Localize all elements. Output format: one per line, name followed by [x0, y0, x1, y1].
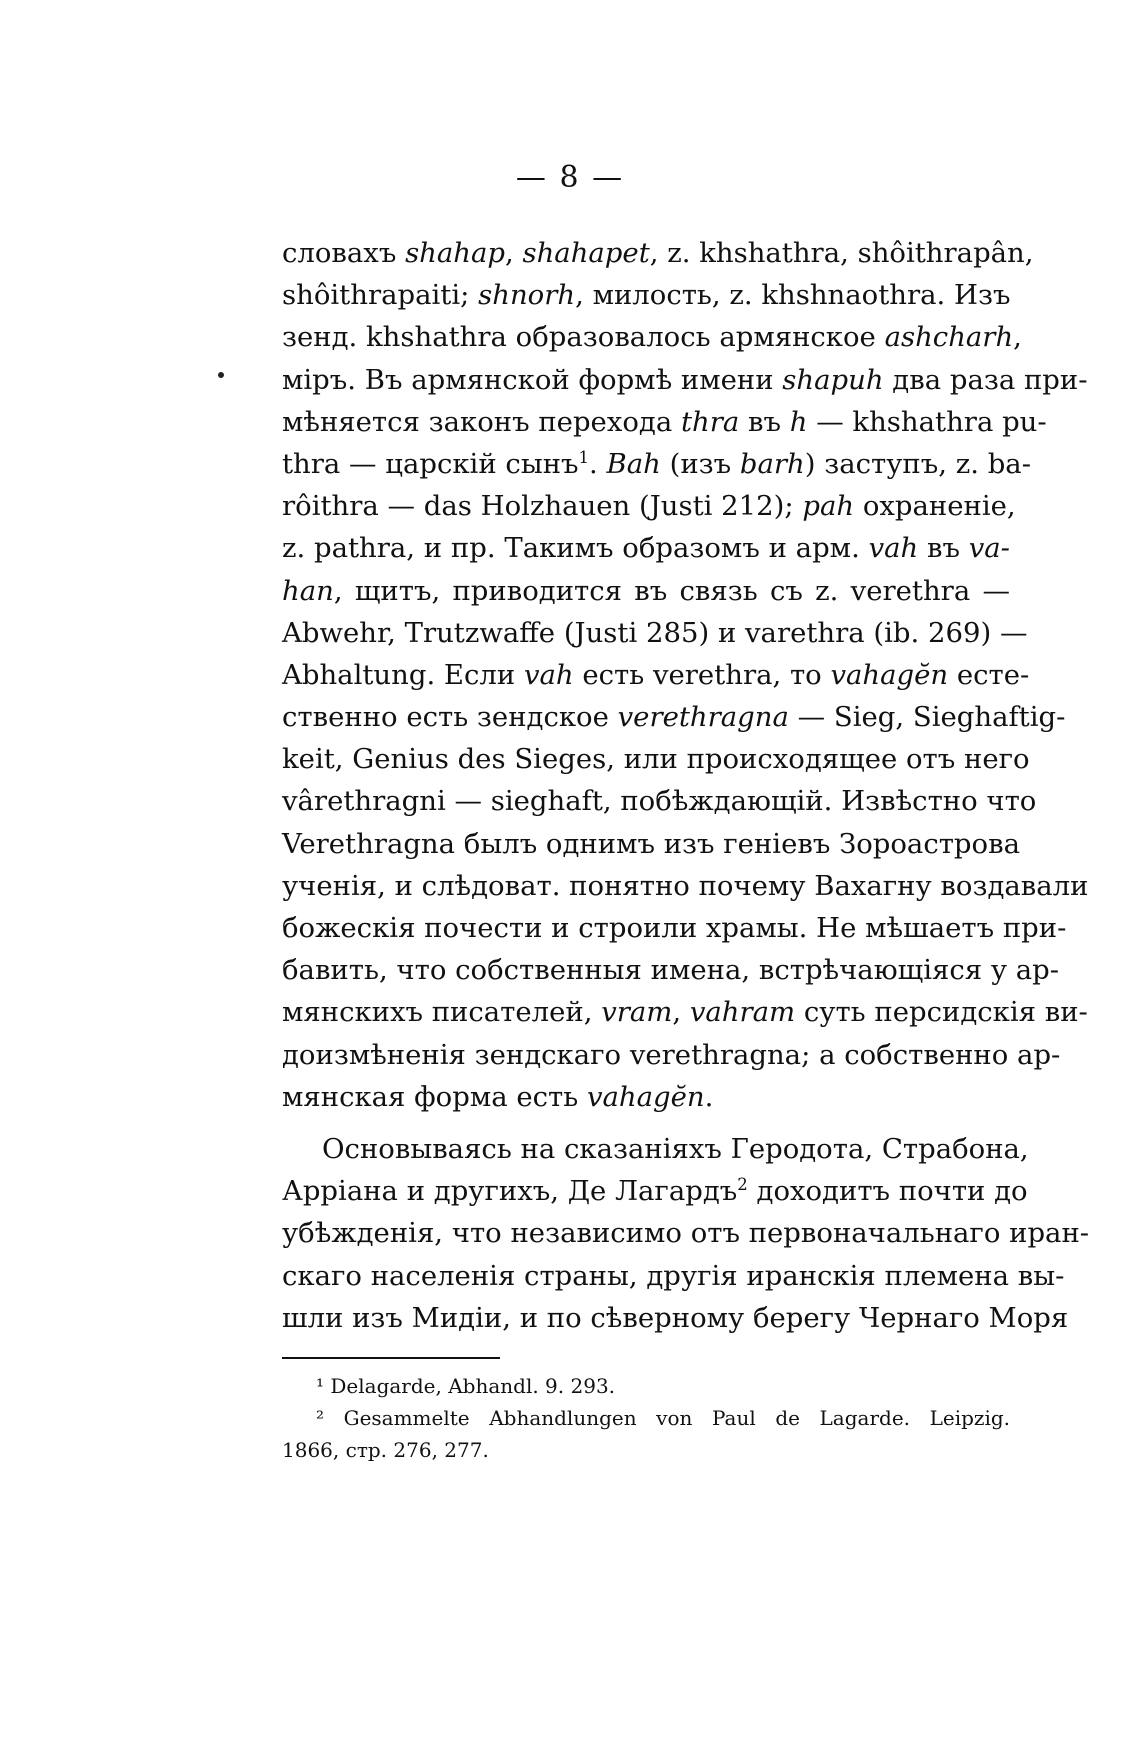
text-run: — Sieg, Sieghaftig- — [788, 701, 1066, 734]
text-line — [282, 654, 1030, 696]
text-run: суть персидскія ви- — [795, 996, 1088, 1029]
text-run: мѣняется законъ перехода — [282, 405, 681, 438]
text-run: vahram — [689, 996, 796, 1029]
text-run: мянская форма есть — [282, 1080, 587, 1113]
text-run: h — [789, 405, 808, 438]
paragraph-gap — [282, 1118, 1010, 1128]
footnotes — [282, 1370, 1010, 1466]
text-run: thra — царскій сынъ — [282, 447, 579, 480]
text-run: бавить, что собственныя имена, встрѣчающіяся у ар- — [282, 954, 1060, 987]
text-line — [282, 485, 1016, 527]
text-run: vah — [523, 658, 574, 691]
text-line — [282, 823, 1020, 865]
text-run: , z. khshathra, shôithrapân, — [649, 237, 1034, 269]
text-run: rôithra — das Holzhauen (Justi 212); — [282, 490, 803, 523]
text-line — [282, 1255, 1065, 1297]
text-run: Bah — [606, 447, 661, 480]
text-run: охраненіе, — [854, 490, 1016, 523]
text-line — [282, 1034, 1061, 1076]
text-run: въ — [918, 532, 969, 565]
text-line — [282, 401, 1047, 443]
text-run: han — [282, 574, 334, 607]
text-line — [282, 865, 1089, 907]
footnote-divider — [282, 1357, 500, 1359]
text-line — [282, 527, 1010, 569]
text-run: va- — [968, 532, 1010, 565]
text-run: shôithrapaiti; — [282, 279, 479, 312]
text-line — [282, 274, 1010, 316]
footnote-line: 1866, стр. 276, 277. — [282, 1438, 489, 1462]
text-run: . — [704, 1080, 714, 1113]
text-run: доходитъ почти до — [747, 1175, 1028, 1208]
text-run: vârethragni — sieghaft, побѣждающій. Извѣстно что — [282, 785, 1037, 818]
text-line — [282, 316, 1022, 358]
footnote-line: ² Gesammelte Abhandlungen von Paul de Lagarde. Leipzig. — [316, 1406, 1010, 1430]
text-run: есте- — [948, 658, 1030, 691]
margin-mark — [218, 372, 224, 378]
text-run: vah — [868, 532, 919, 565]
text-run: мянскихъ писателей, — [282, 996, 602, 1029]
text-run: божескія почести и строили храмы. Не мѣшаетъ при- — [282, 912, 1067, 944]
text-run: ashcharh — [884, 321, 1014, 354]
text-run: shapuh — [782, 363, 884, 396]
text-line — [282, 738, 1030, 780]
text-run: зенд. khshathra образовалось армянское — [282, 321, 885, 354]
body-text — [282, 232, 1090, 1339]
text-run: , щитъ, приводится въ связь съ z. verethra — — [333, 574, 1010, 607]
text-run: убѣжденія, что независимо отъ первоначальнаго иран- — [282, 1217, 1090, 1250]
text-run: Основываясь на сказаніяхъ Геродота, Страбона, — [322, 1132, 1029, 1165]
footnote-ref: 1 — [578, 447, 590, 467]
footnote-line: ¹ Delagarde, Abhandl. 9. 293. — [316, 1374, 616, 1398]
text-line — [282, 570, 1010, 612]
text-line — [282, 1212, 1090, 1254]
text-run: , — [1013, 321, 1022, 354]
text-line — [282, 359, 1088, 401]
text-run: shahap — [405, 237, 505, 269]
text-line — [282, 1076, 1010, 1118]
text-run: скаго населенія страны, другія иранскія племена вы- — [282, 1259, 1065, 1292]
text-run: , милость, z. khshnaothra. Изъ — [575, 279, 1011, 312]
text-run: keit, Genius des Sieges, или происходящее отъ него — [282, 743, 1030, 776]
text-run: vahagĕn — [830, 658, 949, 691]
text-run: въ — [739, 405, 790, 438]
text-line — [282, 696, 1066, 738]
text-line — [282, 1128, 1029, 1170]
text-line — [282, 1170, 1028, 1212]
page-number: — 8 — — [515, 160, 625, 195]
text-run: pah — [802, 490, 855, 523]
text-line — [282, 907, 1067, 949]
text-run: словахъ — [282, 237, 406, 269]
text-run: shahapet — [522, 237, 650, 269]
text-run: . — [589, 447, 607, 480]
text-run: shnorh — [478, 279, 576, 312]
text-line — [282, 232, 1034, 274]
text-run: , — [672, 996, 690, 1029]
text-run: (изъ — [660, 447, 740, 480]
text-run: Abhaltung. Если — [282, 658, 524, 691]
text-run: шли изъ Мидіи, и по сѣверному берегу Чернаго Моря — [282, 1301, 1069, 1334]
text-run: Verethragna былъ однимъ изъ геніевъ Зороастрова — [282, 827, 1020, 860]
text-run: доизмѣненія зендскаго verethragna; а собственно ар- — [282, 1038, 1061, 1071]
text-line — [282, 612, 1028, 654]
text-line — [282, 443, 1031, 485]
text-line — [282, 780, 1037, 822]
text-run: — khshathra pu- — [807, 405, 1047, 438]
text-line — [282, 991, 1088, 1033]
text-line — [282, 949, 1060, 991]
text-run: vram — [601, 996, 673, 1029]
text-run: z. pathra, и пр. Такимъ образомъ и арм. — [282, 532, 869, 565]
text-run: thra — [680, 405, 740, 438]
text-run: Abwehr, Trutzwaffe (Justi 285) и varethra (ib. 269) — — [282, 616, 1028, 649]
text-run: міръ. Въ армянской формѣ имени — [282, 363, 783, 396]
text-run: ) заступъ, z. ba- — [804, 447, 1031, 480]
text-run: ственно есть зендское — [282, 701, 618, 734]
text-run: два раза при- — [883, 363, 1088, 396]
text-run: vahagĕn — [586, 1080, 705, 1113]
text-run: barh — [739, 447, 805, 480]
text-run: Арріана и другихъ, Де Лагардъ — [282, 1175, 738, 1208]
text-line — [282, 1297, 1069, 1339]
text-run: ученія, и слѣдоват. понятно почему Вахагну воздавали — [282, 869, 1089, 902]
text-run: есть verethra, то — [573, 658, 831, 691]
text-run: verethragna — [617, 701, 789, 734]
footnote-ref: 2 — [737, 1174, 748, 1194]
text-run: , — [505, 237, 523, 269]
